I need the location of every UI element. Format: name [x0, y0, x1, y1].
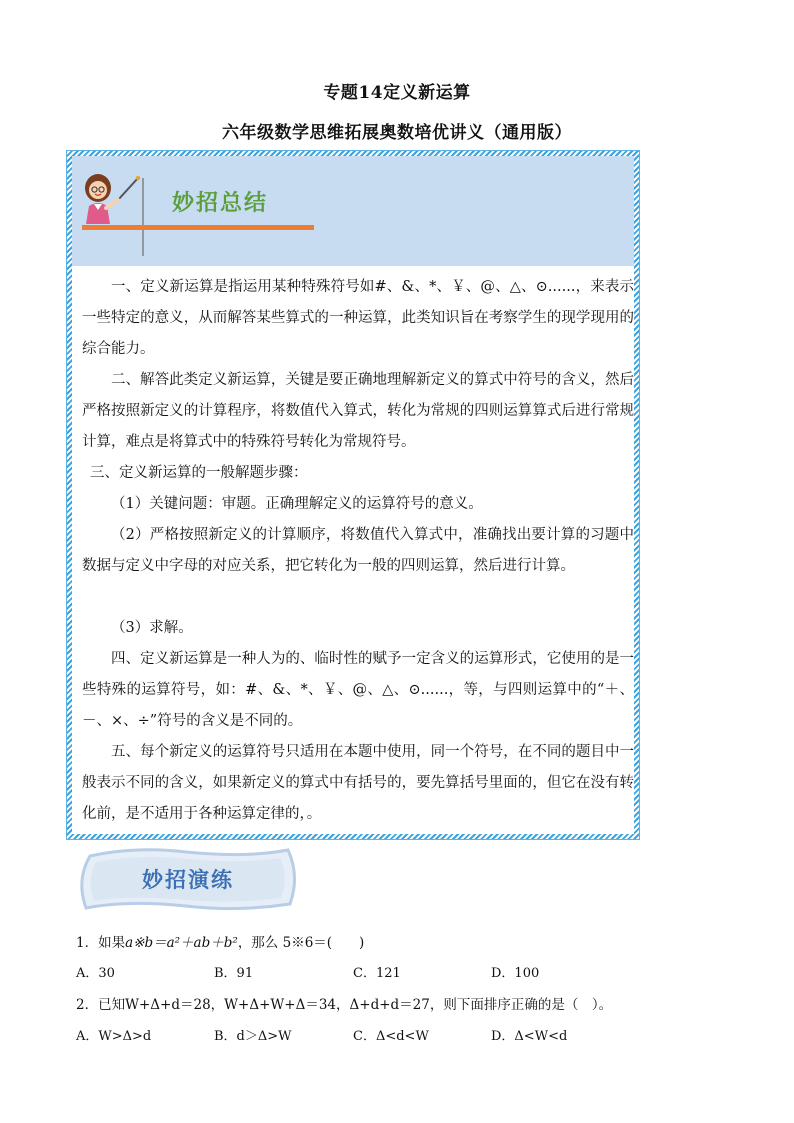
option-a: A．30	[76, 966, 115, 981]
summary-header	[72, 156, 634, 266]
summary-paragraph: 一、定义新运算是指运用某种特殊符号如#、&、*、￥、@、△、⊙......，来表示一些特定的意义，从而解答某些算式的一种运算，此类知识旨在考察学生的现学现用的综合能力。	[82, 279, 634, 357]
question-formula: a※b＝a²＋ab＋b²	[125, 935, 238, 951]
question-stem: ，那么 5※6＝( )	[237, 935, 365, 951]
question-1	[76, 931, 364, 951]
option-c: C．Δ<d<W	[353, 1029, 429, 1044]
summary-paragraph: （3）求解。	[111, 620, 193, 636]
option-b: B．d＞Δ>W	[214, 1029, 292, 1044]
option-b: B．91	[214, 966, 254, 981]
page-subtitle: 六年级数学思维拓展奥数培优讲义（通用版）	[222, 123, 572, 143]
option-a: A．W>Δ>d	[76, 1029, 152, 1044]
summary-frame	[66, 150, 640, 840]
summary-heading: 妙招总结	[172, 190, 269, 216]
heading-underline	[82, 225, 314, 230]
question-stem: 1．如果	[76, 935, 126, 951]
practice-badge	[76, 846, 300, 912]
summary-paragraph: 三、定义新运算的一般解题步骤：	[90, 465, 308, 481]
summary-paragraph: 五、每个新定义的运算符号只适用在本题中使用，同一个符号，在不同的题目中一般表示不同的含义，如果新定义的算式中有括号的，要先算括号里面的，但它在没有转化前，是不适用于各种运算定律的，。	[82, 744, 634, 822]
summary-paragraph: 二、解答此类定义新运算，关键是要正确地理解新定义的算式中符号的含义，然后严格按照新定义的计算程序，将数值代入算式，转化为常规的四则运算算式后进行常规计算，难点是将算式中的特殊符号转化为常规符号。	[82, 372, 634, 450]
page-title: 专题14定义新运算	[323, 83, 471, 103]
summary-paragraph: （1）关键问题：审题。正确理解定义的运算符号的意义。	[111, 496, 483, 512]
option-d: D．Δ<W<d	[491, 1029, 568, 1044]
question-2: 2．已知W+Δ+d＝28，W+Δ+W+Δ＝34，Δ+d+d＝27，则下面排序正确的是（ ）。	[76, 997, 613, 1013]
option-d: D．100	[491, 966, 540, 981]
summary-paragraph: 四、定义新运算是一种人为的、临时性的赋予一定含义的运算形式，它使用的是一些特殊的运算符号，如：#、&、*、￥、@、△、⊙......，等，与四则运算中的“＋、－、×、÷”符号的含义是不同的。	[82, 651, 634, 729]
option-c: C．121	[353, 966, 401, 981]
teacher-icon	[78, 166, 142, 226]
header-divider	[142, 178, 144, 256]
practice-heading: 妙招演练	[142, 867, 234, 892]
summary-paragraph: （2）严格按照新定义的计算顺序，将数值代入算式中，准确找出要计算的习题中数据与定义中字母的对应关系，把它转化为一般的四则运算，然后进行计算。	[82, 527, 634, 574]
